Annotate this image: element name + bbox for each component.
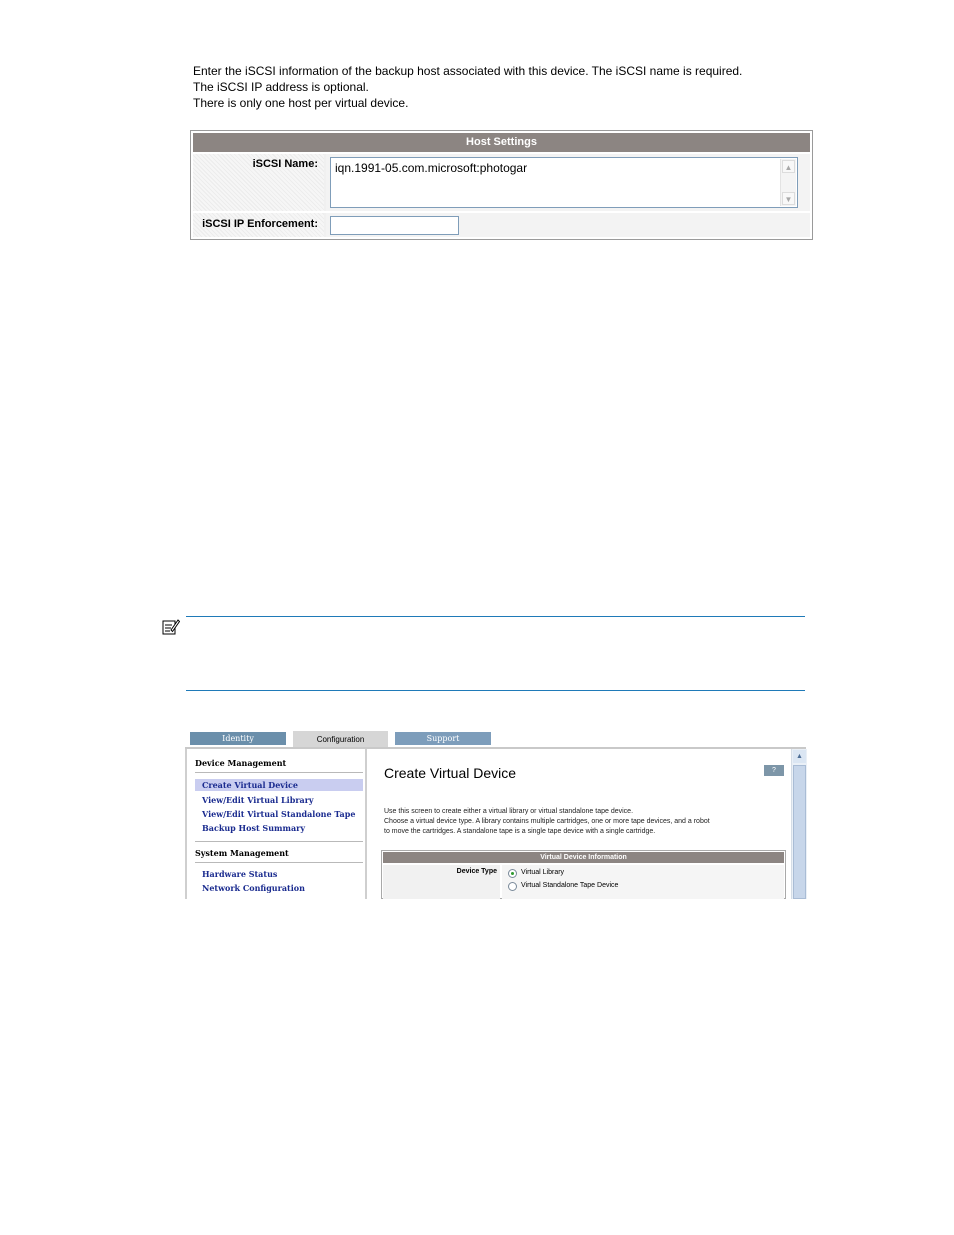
radio-virtual-standalone-tape[interactable]: [508, 882, 517, 891]
main-content: [369, 749, 791, 899]
host-settings-header: Host Settings: [193, 133, 810, 152]
description-line-2: Choose a virtual device type. A library contains multiple cartridges, one or more tape devices, and a robot: [384, 818, 710, 825]
device-type-label: Device Type: [383, 865, 500, 899]
create-virtual-device-screenshot: [185, 729, 808, 899]
ip-enforcement-cell: [326, 213, 810, 237]
instruction-line-3: There is only one host per virtual device.: [193, 96, 409, 110]
nav-heading-system-management: System Management: [195, 848, 289, 858]
content-scrollbar[interactable]: [791, 749, 807, 899]
note-icon: [162, 618, 180, 636]
help-button[interactable]: ?: [764, 765, 784, 776]
left-navigation: [185, 749, 367, 899]
radio-label-virtual-library: Virtual Library: [521, 869, 565, 876]
ip-enforcement-row: [193, 213, 810, 237]
textarea-scrollbar[interactable]: [780, 159, 796, 206]
nav-item-view-edit-virtual-library[interactable]: View/Edit Virtual Library: [202, 795, 314, 805]
iscsi-name-row: [193, 154, 810, 211]
instruction-line-1: Enter the iSCSI information of the backup host associated with this device. The iSCSI name is required.: [193, 64, 743, 78]
instructions: [193, 63, 742, 111]
nav-item-create-virtual-device[interactable]: Create Virtual Device: [195, 779, 363, 791]
vdi-header: Virtual Device Information: [383, 852, 784, 863]
ip-enforcement-label: iSCSI IP Enforcement:: [193, 213, 324, 237]
page-title: Create Virtual Device: [384, 765, 517, 781]
radio-virtual-library[interactable]: [508, 869, 517, 878]
note-rule-top: [186, 616, 805, 617]
tab-support[interactable]: Support: [395, 732, 491, 745]
nav-item-view-edit-standalone-tape[interactable]: View/Edit Virtual Standalone Tape: [202, 809, 356, 819]
virtual-device-information-panel: [381, 850, 786, 899]
tab-configuration[interactable]: Configuration: [293, 731, 388, 748]
host-settings-panel: [190, 130, 813, 240]
nav-item-hardware-status[interactable]: Hardware Status: [202, 869, 278, 879]
tab-identity[interactable]: Identity: [190, 732, 286, 745]
description-line-3: to move the cartridges. A standalone tape is a single tape device with a single cartridge.: [384, 828, 656, 835]
nav-divider: [195, 841, 363, 842]
scroll-down-icon[interactable]: ▼: [782, 192, 795, 205]
radio-label-virtual-standalone-tape: Virtual Standalone Tape Device: [521, 882, 619, 889]
scroll-up-icon[interactable]: ▲: [782, 160, 795, 173]
description-line-1: Use this screen to create either a virtual library or virtual standalone tape device.: [384, 808, 634, 815]
instruction-line-2: The iSCSI IP address is optional.: [193, 80, 369, 94]
ip-enforcement-input[interactable]: [330, 216, 459, 235]
nav-item-backup-host-summary[interactable]: Backup Host Summary: [202, 823, 306, 833]
nav-item-network-configuration[interactable]: Network Configuration: [202, 883, 305, 893]
device-type-options: [502, 865, 784, 899]
nav-divider: [195, 862, 363, 863]
iscsi-name-value: iqn.1991-05.com.microsoft:photogar: [335, 161, 528, 175]
iscsi-name-label: iSCSI Name:: [193, 154, 324, 211]
scroll-thumb[interactable]: [793, 765, 806, 899]
page-description: [384, 807, 784, 837]
scroll-up-icon[interactable]: ▲: [793, 750, 806, 763]
note-rule-bottom: [186, 690, 805, 691]
device-type-row: [383, 865, 784, 899]
iscsi-name-cell: [326, 154, 810, 211]
nav-heading-device-management: Device Management: [195, 758, 287, 768]
nav-divider: [195, 772, 363, 773]
iscsi-name-textarea[interactable]: [330, 157, 798, 208]
